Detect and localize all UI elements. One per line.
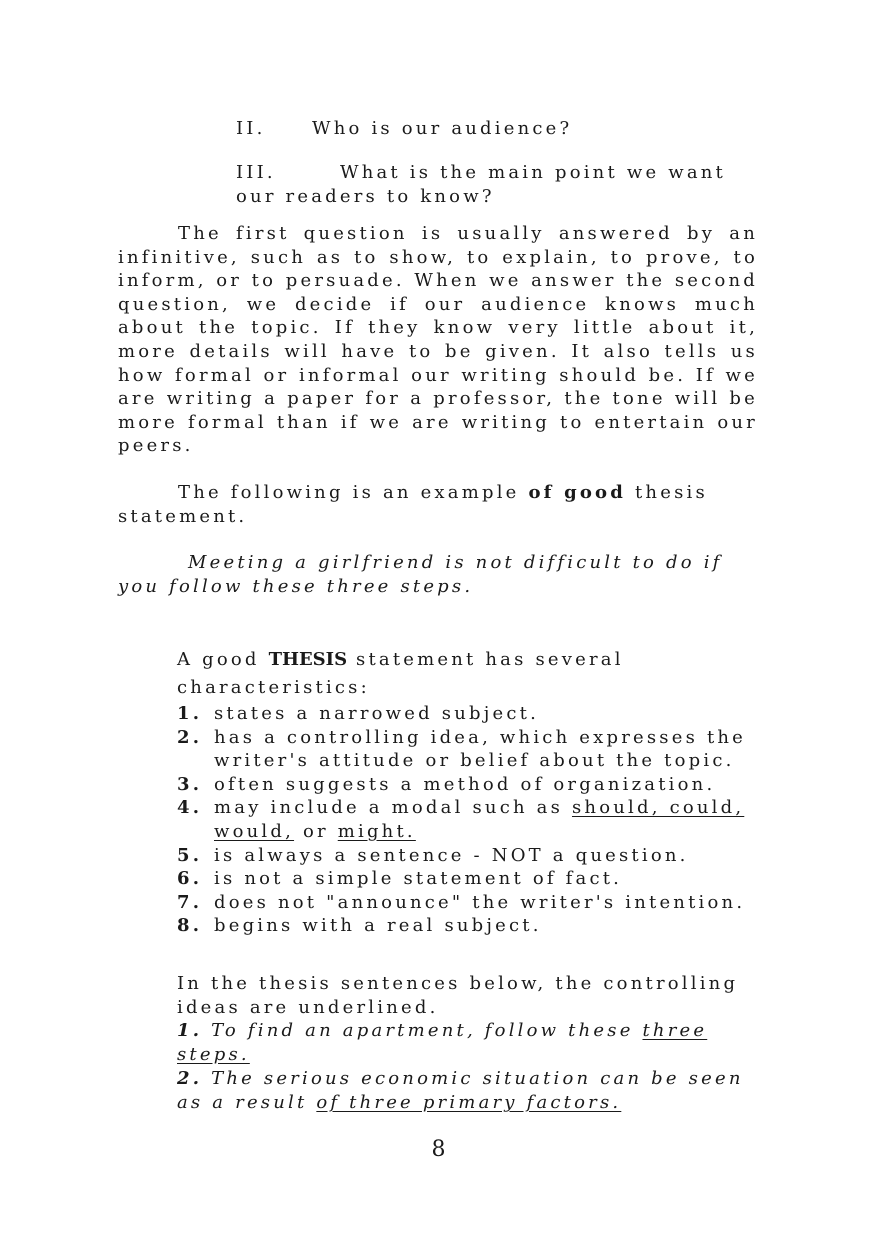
item-text: is always a sentence - NOT a question.: [214, 844, 689, 866]
item-number: 6.: [177, 868, 203, 890]
item-text: or: [294, 820, 338, 842]
paragraph-purpose-audience: The first question is usually answered by an infinitive, such as to show, to explain, to prove, to inform, or to persuade. When we answer the second question, we decide if our audience knows much about the topic. If they know very little about it, more details will have to be given. It also tells us how formal or informal our writing should be. If we are writing a paper for a professor, the tone will be more formal than if we are writing to entertain our peers.: [118, 223, 758, 457]
bold-text: THESIS: [268, 649, 348, 670]
item-number: 5.: [177, 844, 203, 866]
question-two: [236, 117, 572, 141]
item-number: 1.: [177, 703, 203, 724]
text-segment: A good: [177, 649, 269, 670]
item-number: 1.: [177, 1020, 203, 1042]
characteristics-intro: [177, 646, 757, 702]
thesis-example-2: [177, 1067, 757, 1115]
item-text: often suggests a method of organization.: [214, 773, 716, 795]
example-text: To find an apartment, follow these: [211, 1020, 643, 1042]
underlined-modals: should, could, would,: [214, 797, 745, 842]
list-item: [177, 891, 757, 915]
item-number: 7.: [177, 891, 203, 913]
characteristics-list: [177, 702, 757, 938]
list-item: [177, 726, 757, 773]
bold-text: of good: [528, 482, 627, 503]
example-thesis-sentence: Meeting a girlfriend is not difficult to do if you follow these three steps.: [118, 552, 723, 597]
question-numeral: III.: [236, 162, 276, 183]
list-item: [177, 914, 757, 938]
page-number: 8: [431, 1137, 446, 1162]
list-item: [177, 867, 757, 891]
item-number: 2.: [177, 726, 203, 748]
paragraph-example-intro: [118, 481, 718, 528]
text-segment: statement has several characteristics:: [177, 649, 624, 698]
list-item: [177, 796, 757, 843]
item-number: 4.: [177, 797, 203, 819]
thesis-example-1: [177, 1019, 757, 1067]
thesis-examples: [177, 972, 757, 1115]
item-number: 2.: [177, 1068, 203, 1090]
list-item: [177, 844, 757, 868]
examples-intro: In the thesis sentences below, the controlling ideas are underlined.: [177, 973, 739, 1018]
item-text: has a controlling idea, which expresses the writer's attitude or belief about the topic.: [214, 726, 747, 772]
text-segment: The following is an example: [178, 482, 529, 503]
item-text: begins with a real subject.: [214, 915, 542, 937]
item-number: 3.: [177, 773, 203, 795]
question-text: What is the main point we want our readers to know?: [236, 162, 726, 207]
item-text: states a narrowed subject.: [214, 703, 539, 724]
item-number: 8.: [177, 915, 203, 937]
controlling-idea: three steps.: [177, 1020, 708, 1066]
item-text: may include a modal such as: [214, 797, 572, 819]
item-text: does not "announce" the writer's intention.: [214, 891, 746, 913]
question-three: [236, 161, 736, 209]
question-numeral: II.: [236, 118, 266, 139]
list-item: [177, 702, 757, 726]
text-segment: thesis statement.: [118, 482, 708, 527]
example-text: The serious economic situation can be seen as a result: [177, 1068, 744, 1114]
controlling-idea: of three primary factors.: [316, 1092, 622, 1114]
question-text: Who is our audience?: [312, 118, 573, 139]
underlined-modal: might.: [337, 820, 416, 842]
list-item: [177, 773, 757, 797]
item-text: is not a simple statement of fact.: [214, 868, 623, 890]
